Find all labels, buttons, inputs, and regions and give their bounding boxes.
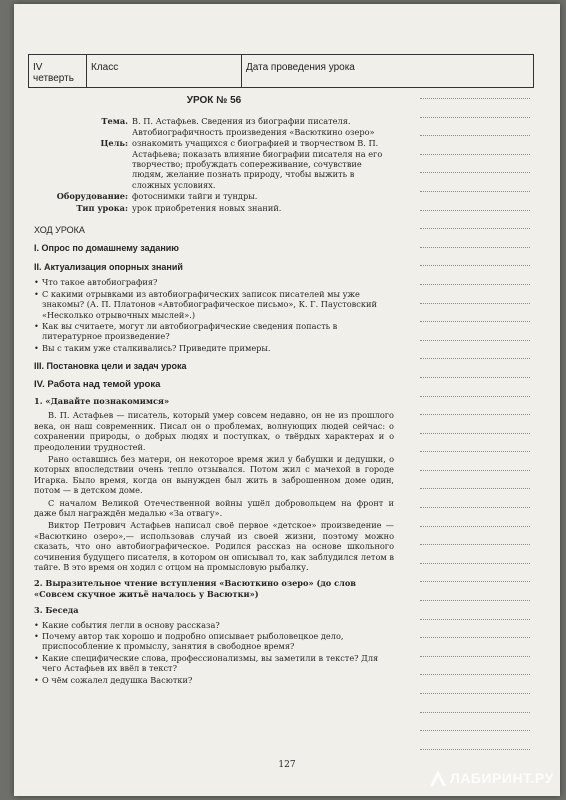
watermark-logo bbox=[430, 768, 560, 792]
lesson-content bbox=[34, 94, 394, 686]
note-line bbox=[420, 321, 530, 322]
lesson-title: УРОК № 56 bbox=[186, 95, 242, 106]
note-line bbox=[420, 526, 530, 527]
note-line bbox=[420, 470, 530, 471]
note-line bbox=[420, 358, 530, 359]
note-line bbox=[420, 507, 530, 508]
section2-questions bbox=[34, 277, 394, 353]
section-heading-1: I. Опрос по домашнему заданию bbox=[34, 243, 179, 254]
date-cell: Дата проведения урока bbox=[246, 62, 355, 73]
quarter-cell: IV четверть bbox=[29, 55, 87, 87]
note-line bbox=[420, 265, 530, 266]
labirint-logo-icon bbox=[430, 770, 446, 786]
flow-heading: ХОД УРОКА bbox=[34, 225, 85, 236]
note-line bbox=[420, 619, 530, 620]
note-line bbox=[420, 247, 530, 248]
goal-row bbox=[34, 138, 394, 190]
paragraph: Рано оставшись без матери, он некоторое время жил у бабушки и дедушки, о которых впоследствии очень тепло отзывался. Потом жил с мачехой в городе Игарка. Было время, когда он вынужден был жить в заброшенном доме один, потом — в детском доме. bbox=[34, 453, 394, 496]
note-line bbox=[420, 396, 530, 397]
note-line bbox=[420, 191, 530, 192]
paragraph: В. П. Астафьев — писатель, который умер совсем недавно, он не из прошлого века, он наш современник. Писал он о проблемах, волнующих людей сейчас: о сохранении природы, о добрых людях и поступках, о твёрдых характерах и о преодолении трудностей. bbox=[34, 410, 394, 452]
list-item: • С какими отрывками из автобиографических записок писателей мы уже знакомы? (А. П. Платонов «Автобиографическое письмо», К. Г. Паустовский «Несколько отрывочных мыслей».) bbox=[42, 289, 394, 320]
lesson-type-label: Тип урока: bbox=[76, 202, 128, 213]
goal-text: ознакомить учащихся с биографией и творчеством В. П. Астафьева; показать влияние биографии писателя на его творчество; пробуждать сопереживание, сочувствие людям, желание познать природу, чтобы выжить в сложных условиях. bbox=[132, 138, 383, 190]
list-item: • Как вы считаете, могут ли автобиографические сведения попасть в литературное произведение? bbox=[42, 321, 394, 342]
list-item: • О чём сожалел дедушка Васютки? bbox=[42, 675, 394, 685]
note-line bbox=[420, 210, 530, 211]
note-line bbox=[420, 303, 530, 304]
note-line bbox=[420, 749, 530, 750]
note-line bbox=[420, 98, 530, 99]
subheading-acquaintance: 1. «Давайте познакомимся» bbox=[34, 395, 170, 406]
list-item: • Какие события легли в основу рассказа? bbox=[42, 620, 394, 630]
section-heading-3: III. Постановка цели и задач урока bbox=[34, 361, 187, 372]
note-line bbox=[420, 414, 530, 415]
note-line bbox=[420, 377, 530, 378]
paragraph: Виктор Петрович Астафьев написал своё первое «детское» произведение — «Васюткино озеро»,— использовав случай из своей жизни, поэтому можно сказать, что оно автобиографическое. Родился рассказ на основе школьного сочинения будущего писателя, в котором он описывал то, как заблудился летом в тайге. В это время он ходил с отцом на промысловую рыбалку. bbox=[34, 520, 394, 573]
conversation-questions bbox=[34, 620, 394, 685]
lesson-header-table bbox=[28, 54, 534, 88]
list-item: • Какие специфические слова, профессионализмы, вы заметили в тексте? Для чего Астафьев их ввёл в текст? bbox=[42, 653, 394, 674]
goal-label: Цель: bbox=[100, 138, 128, 149]
note-line bbox=[420, 637, 530, 638]
note-line bbox=[420, 172, 530, 173]
subheading-conversation: 3. Беседа bbox=[34, 605, 79, 616]
section-heading-2: II. Актуализация опорных знаний bbox=[34, 261, 183, 272]
lesson-type-row bbox=[34, 203, 394, 213]
note-line bbox=[420, 433, 530, 434]
equipment-text: фотоснимки тайги и тундры. bbox=[132, 191, 258, 202]
list-item: • Вы с таким уже сталкивались? Приведите примеры. bbox=[42, 343, 394, 353]
note-line bbox=[420, 117, 530, 118]
paragraph: С началом Великой Отечественной войны ушёл добровольцем на фронт и даже был награждён медалью «За отвагу». bbox=[34, 497, 394, 518]
equipment-row bbox=[34, 191, 394, 201]
note-line bbox=[420, 154, 530, 155]
note-line bbox=[420, 451, 530, 452]
note-line bbox=[420, 600, 530, 601]
note-line bbox=[420, 340, 530, 341]
note-line bbox=[420, 730, 530, 731]
note-line bbox=[420, 135, 530, 136]
theme-text: В. П. Астафьев. Сведения из биографии писателя. Автобиографичность произведения «Васюткино озеро» bbox=[132, 116, 375, 137]
class-cell: Класс bbox=[87, 55, 242, 87]
theme-label: Тема. bbox=[101, 116, 128, 127]
lesson-type-text: урок приобретения новых знаний. bbox=[132, 202, 282, 213]
notes-lines bbox=[420, 98, 530, 767]
theme-row bbox=[34, 116, 394, 137]
note-line bbox=[420, 228, 530, 229]
list-item: • Почему автор так хорошо и подробно описывает рыболовецкое дело, приспособление к промыслу, занятия в свободное время? bbox=[42, 631, 394, 652]
note-line bbox=[420, 544, 530, 545]
note-line bbox=[420, 693, 530, 694]
logo-text: ЛАБИРИНТ.РУ bbox=[450, 770, 554, 786]
page-number: 127 bbox=[278, 760, 296, 770]
note-line bbox=[420, 674, 530, 675]
note-line bbox=[420, 488, 530, 489]
note-line bbox=[420, 656, 530, 657]
note-line bbox=[420, 284, 530, 285]
note-line bbox=[420, 563, 530, 564]
section-heading-4: IV. Работа над темой урока bbox=[34, 378, 161, 390]
equipment-label: Оборудование: bbox=[56, 191, 128, 202]
list-item: • Что такое автобиография? bbox=[42, 277, 394, 287]
note-line bbox=[420, 712, 530, 713]
book-page bbox=[14, 4, 560, 796]
subheading-reading: 2. Выразительное чтение вступления «Васюткино озеро» (до слов «Совсем скучное житьё началось у Васютки») bbox=[34, 578, 356, 599]
note-line bbox=[420, 581, 530, 582]
